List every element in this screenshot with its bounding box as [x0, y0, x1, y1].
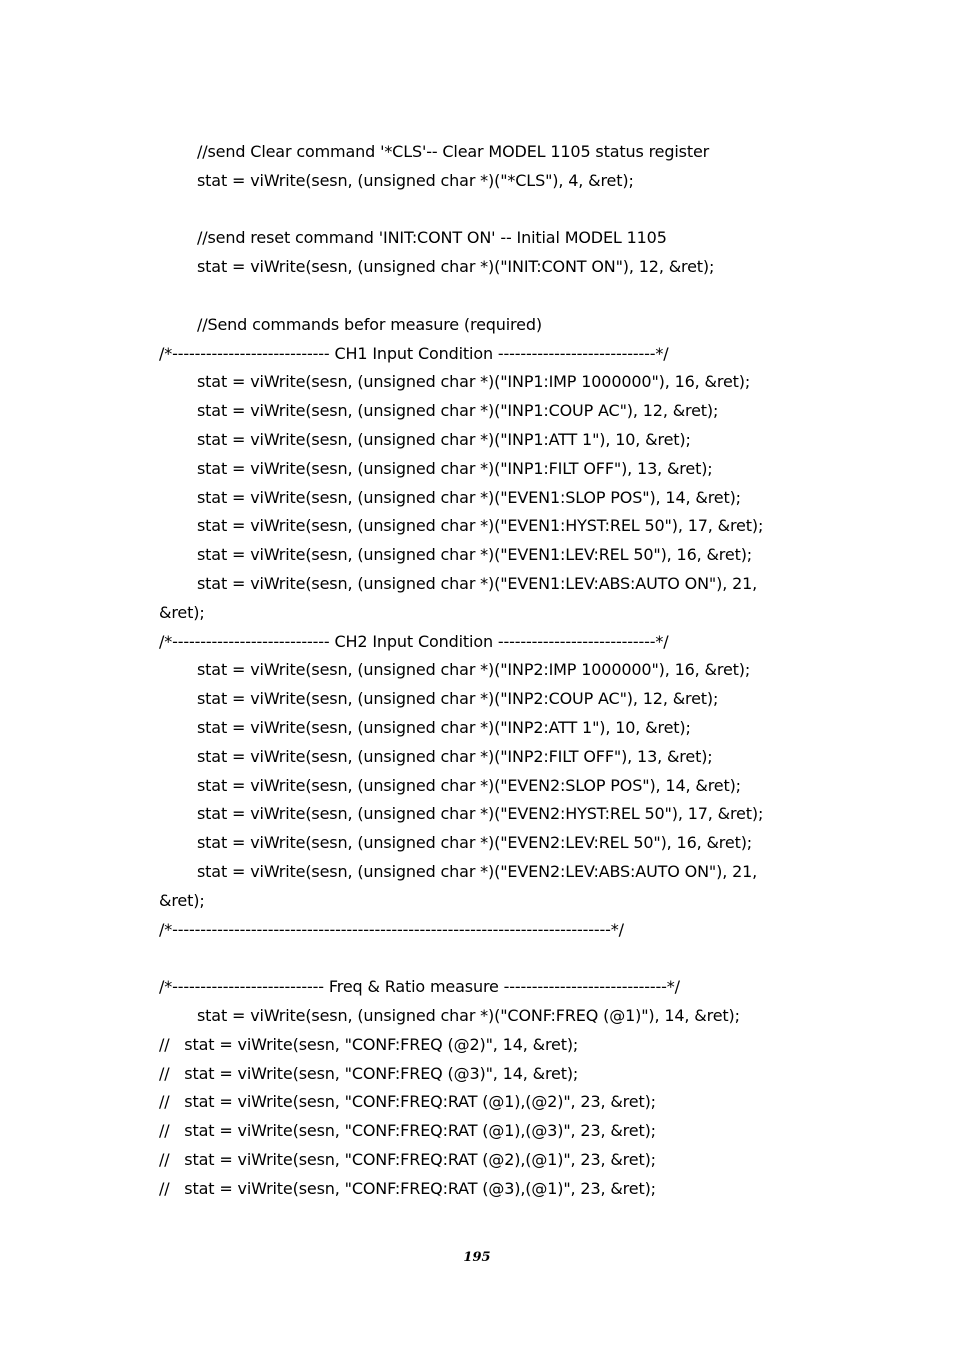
code-line: // stat = viWrite(sesn, "CONF:FREQ:RAT (@1),(@3)", 23, &ret);	[159, 1121, 656, 1141]
code-line: stat = viWrite(sesn, (unsigned char *)("INP2:FILT OFF"), 13, &ret);	[197, 746, 713, 766]
code-line: stat = viWrite(sesn, (unsigned char *)("EVEN1:SLOP POS"), 14, &ret);	[197, 487, 741, 507]
code-line: stat = viWrite(sesn, (unsigned char *)("EVEN2:SLOP POS"), 14, &ret);	[197, 775, 741, 795]
blank-line	[159, 196, 819, 225]
code-line: // stat = viWrite(sesn, "CONF:FREQ:RAT (@2),(@1)", 23, &ret);	[159, 1149, 656, 1169]
code-line: stat = viWrite(sesn, (unsigned char *)("INP2:COUP AC"), 12, &ret);	[197, 689, 719, 709]
code-listing	[159, 138, 819, 1203]
code-line: stat = viWrite(sesn, (unsigned char *)("INIT:CONT ON"), 12, &ret);	[197, 257, 715, 277]
code-line: // stat = viWrite(sesn, "CONF:FREQ:RAT (@3),(@1)", 23, &ret);	[159, 1178, 656, 1198]
code-line: // stat = viWrite(sesn, "CONF:FREQ:RAT (@1),(@2)", 23, &ret);	[159, 1092, 656, 1112]
code-line: /*------------------------------------------------------------------------------*/	[159, 919, 624, 939]
code-line: stat = viWrite(sesn, (unsigned char *)("INP1:FILT OFF"), 13, &ret);	[197, 458, 713, 478]
code-line: stat = viWrite(sesn, (unsigned char *)("INP1:COUP AC"), 12, &ret);	[197, 401, 719, 421]
code-line: // stat = viWrite(sesn, "CONF:FREQ (@3)", 14, &ret);	[159, 1063, 579, 1083]
code-line: stat = viWrite(sesn, (unsigned char *)("EVEN2:LEV:ABS:AUTO ON"), 21,	[197, 861, 758, 881]
blank-line	[159, 282, 819, 311]
code-line: stat = viWrite(sesn, (unsigned char *)("EVEN1:LEV:ABS:AUTO ON"), 21,	[197, 573, 758, 593]
code-line: stat = viWrite(sesn, (unsigned char *)("INP2:ATT 1"), 10, &ret);	[197, 717, 691, 737]
code-line: /*---------------------------- CH1 Input Condition ----------------------------*/	[159, 343, 669, 363]
code-line: //send Clear command '*CLS'-- Clear MODEL 1105 status register	[197, 142, 710, 161]
code-line: stat = viWrite(sesn, (unsigned char *)("EVEN2:LEV:REL 50"), 16, &ret);	[197, 833, 753, 853]
code-line: stat = viWrite(sesn, (unsigned char *)("EVEN1:LEV:REL 50"), 16, &ret);	[197, 545, 753, 565]
code-line: // stat = viWrite(sesn, "CONF:FREQ (@2)", 14, &ret);	[159, 1034, 579, 1054]
code-line: stat = viWrite(sesn, (unsigned char *)("INP1:IMP 1000000"), 16, &ret);	[197, 372, 751, 392]
code-line: stat = viWrite(sesn, (unsigned char *)("EVEN2:HYST:REL 50"), 17, &ret);	[197, 804, 764, 824]
code-line: /*---------------------------- CH2 Input Condition ----------------------------*/	[159, 631, 669, 651]
blank-line	[159, 944, 819, 973]
code-line: &ret);	[159, 602, 205, 622]
code-line: //send reset command 'INIT:CONT ON' -- Initial MODEL 1105	[197, 228, 667, 248]
page-number: 195	[463, 1250, 491, 1265]
code-line: stat = viWrite(sesn, (unsigned char *)("INP2:IMP 1000000"), 16, &ret);	[197, 660, 751, 680]
code-line: stat = viWrite(sesn, (unsigned char *)("CONF:FREQ (@1)"), 14, &ret);	[197, 1005, 740, 1025]
code-line: stat = viWrite(sesn, (unsigned char *)("INP1:ATT 1"), 10, &ret);	[197, 429, 691, 449]
code-line: &ret);	[159, 890, 205, 910]
code-line: stat = viWrite(sesn, (unsigned char *)("*CLS"), 4, &ret);	[197, 170, 634, 190]
code-line: stat = viWrite(sesn, (unsigned char *)("EVEN1:HYST:REL 50"), 17, &ret);	[197, 516, 764, 536]
code-line: //Send commands befor measure (required)	[197, 314, 542, 334]
code-line: /*--------------------------- Freq & Ratio measure -----------------------------*/	[159, 977, 680, 997]
